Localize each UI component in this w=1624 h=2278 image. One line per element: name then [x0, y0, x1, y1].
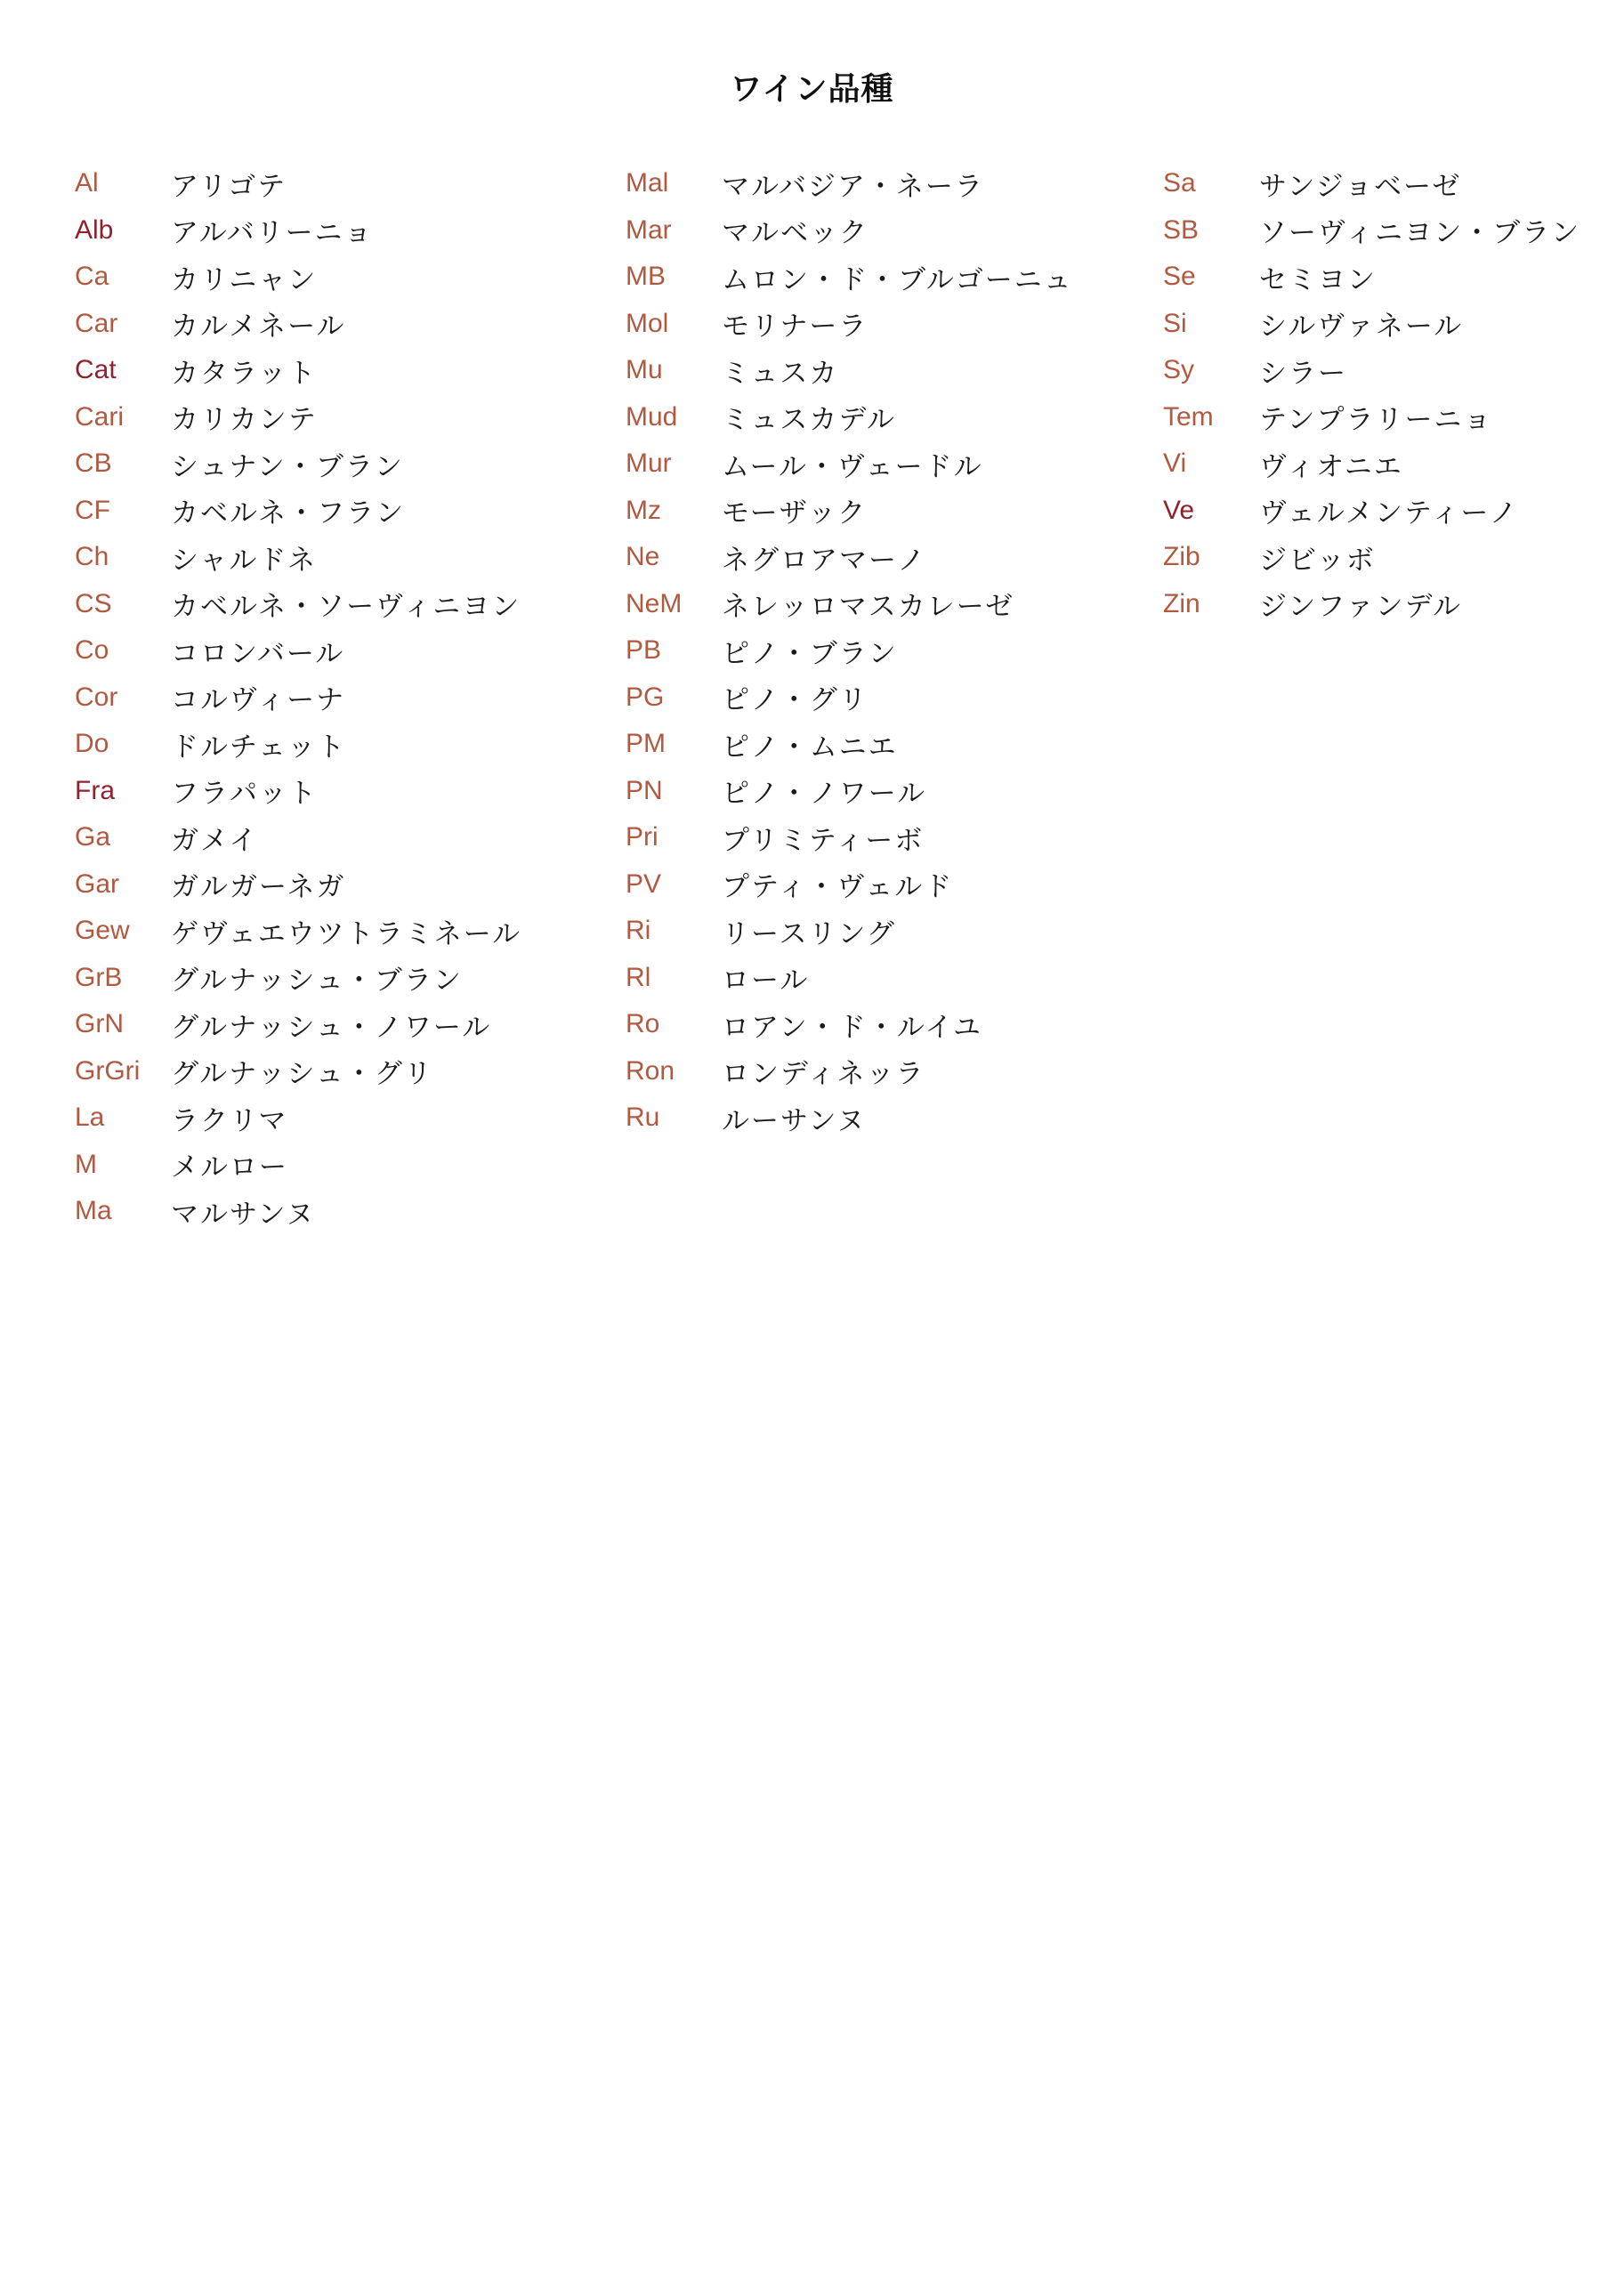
list-item — [75, 955, 521, 1002]
variety-name: カリカンテ — [171, 404, 318, 437]
variety-abbr: Ga — [75, 822, 111, 852]
variety-name: シャルドネ — [171, 544, 318, 577]
variety-abbr: Cor — [75, 682, 118, 712]
variety-name: ロール — [722, 965, 810, 998]
list-item — [626, 440, 1073, 488]
list-item — [75, 768, 521, 815]
variety-abbr: GrGri — [75, 1055, 141, 1086]
variety-name: シュナン・ブラン — [171, 450, 404, 483]
list-item — [626, 861, 1073, 909]
variety-abbr: Rl — [626, 962, 651, 992]
list-item — [626, 207, 1073, 254]
list-item — [626, 908, 1073, 955]
variety-abbr: PB — [626, 635, 662, 666]
variety-name: ジンファンデル — [1259, 591, 1463, 624]
variety-name: アリゴテ — [171, 170, 287, 203]
list-item — [75, 1142, 521, 1189]
variety-name: モーザック — [722, 497, 868, 530]
variety-abbr: Cat — [75, 355, 117, 385]
list-item — [626, 768, 1073, 815]
variety-abbr: Mu — [626, 355, 663, 385]
variety-abbr: Mol — [626, 308, 669, 338]
list-item — [626, 1095, 1073, 1142]
variety-name: コロンバール — [171, 637, 345, 670]
variety-abbr: La — [75, 1103, 105, 1133]
variety-name: カリニャン — [171, 263, 318, 296]
variety-name: ヴィオニエ — [1259, 450, 1403, 483]
list-item — [626, 721, 1073, 768]
variety-abbr: Mur — [626, 448, 672, 479]
variety-abbr: Cari — [75, 401, 125, 432]
variety-name: リースリング — [722, 917, 896, 950]
list-item — [1163, 347, 1580, 394]
variety-name: セミヨン — [1259, 263, 1377, 296]
page-title: ワイン品種 — [730, 70, 894, 108]
variety-abbr: Sy — [1163, 355, 1195, 385]
list-item — [75, 160, 521, 207]
variety-abbr: Ch — [75, 542, 109, 572]
variety-name: アルバリーニョ — [171, 217, 374, 250]
list-item — [75, 675, 521, 722]
list-item — [1163, 394, 1580, 441]
variety-name: マルベック — [722, 217, 869, 250]
variety-abbr: Co — [75, 635, 109, 666]
variety-abbr: PN — [626, 775, 663, 805]
variety-name: ヴェルメンティーノ — [1259, 497, 1519, 530]
variety-column-2 — [626, 160, 1073, 1142]
variety-name: ゲヴェエウツトラミネール — [171, 917, 522, 950]
variety-abbr: Se — [1163, 262, 1196, 292]
list-item — [626, 814, 1073, 861]
variety-name: カタラット — [171, 357, 318, 390]
list-item — [1163, 581, 1580, 628]
variety-abbr: PM — [626, 729, 666, 759]
variety-abbr: Ma — [75, 1196, 112, 1226]
variety-abbr: PG — [626, 682, 665, 712]
list-item — [75, 908, 521, 955]
variety-abbr: Vi — [1163, 448, 1187, 479]
list-item — [1163, 488, 1580, 535]
variety-name: ルーサンヌ — [722, 1104, 867, 1137]
list-item — [626, 347, 1073, 394]
variety-name: ピノ・ブラン — [722, 637, 898, 670]
variety-abbr: CB — [75, 448, 112, 479]
list-item — [75, 207, 521, 254]
variety-column-1 — [75, 160, 521, 1235]
variety-abbr: Fra — [75, 775, 115, 805]
variety-name: プリミティーボ — [722, 824, 925, 857]
list-item — [626, 627, 1073, 675]
variety-abbr: Ron — [626, 1055, 675, 1086]
variety-name: サンジョベーゼ — [1259, 170, 1462, 203]
variety-name: カベルネ・フラン — [171, 497, 406, 530]
variety-name: ピノ・グリ — [722, 684, 869, 717]
variety-abbr: Si — [1163, 308, 1187, 338]
variety-abbr: Alb — [75, 214, 114, 245]
variety-name: ピノ・ノワール — [722, 778, 927, 811]
list-item — [75, 440, 521, 488]
variety-name: ガルガーネガ — [171, 871, 346, 904]
list-item — [75, 301, 521, 348]
variety-abbr: CF — [75, 495, 110, 525]
list-item — [75, 488, 521, 535]
variety-column-3 — [1163, 160, 1580, 627]
variety-name: テンプラリーニョ — [1259, 404, 1493, 437]
variety-abbr: Mar — [626, 214, 672, 245]
list-item — [75, 1048, 521, 1095]
list-item — [75, 1188, 521, 1235]
variety-name: プティ・ヴェルド — [722, 871, 954, 904]
variety-name: モリナーラ — [722, 311, 869, 343]
variety-name: ピノ・ムニエ — [722, 731, 898, 763]
variety-name: グルナッシュ・ノワール — [171, 1011, 492, 1044]
variety-name: ラクリマ — [171, 1104, 288, 1137]
variety-abbr: NeM — [626, 588, 683, 618]
variety-name: マルバジア・ネーラ — [722, 170, 984, 203]
list-item — [75, 814, 521, 861]
list-item — [626, 1001, 1073, 1048]
variety-abbr: M — [75, 1149, 97, 1179]
variety-name: ガメイ — [171, 824, 259, 857]
variety-abbr: Zin — [1163, 588, 1200, 618]
variety-name: ネレッロマスカレーゼ — [722, 591, 1015, 624]
variety-abbr: CS — [75, 588, 112, 618]
list-item — [75, 627, 521, 675]
variety-name: ロアン・ド・ルイユ — [722, 1011, 982, 1044]
list-item — [626, 488, 1073, 535]
list-item — [75, 347, 521, 394]
variety-name: ドルチェット — [171, 731, 347, 763]
variety-abbr: GrB — [75, 962, 123, 992]
variety-abbr: Tem — [1163, 401, 1214, 432]
list-item — [75, 1095, 521, 1142]
variety-abbr: Ve — [1163, 495, 1195, 525]
variety-name: マルサンヌ — [171, 1198, 316, 1231]
list-item — [626, 955, 1073, 1002]
list-item — [626, 394, 1073, 441]
variety-name: ミュスカデル — [722, 404, 896, 437]
list-item — [75, 861, 521, 909]
variety-abbr: Ru — [626, 1103, 660, 1133]
list-item — [626, 160, 1073, 207]
list-item — [75, 394, 521, 441]
list-item — [1163, 534, 1580, 581]
list-item — [1163, 207, 1580, 254]
list-item — [75, 254, 521, 301]
variety-name: フラパット — [171, 778, 318, 811]
list-item — [626, 254, 1073, 301]
list-item — [1163, 440, 1580, 488]
list-item — [1163, 160, 1580, 207]
list-item — [1163, 301, 1580, 348]
variety-abbr: Gar — [75, 868, 120, 899]
variety-name: ロンディネッラ — [722, 1058, 925, 1091]
list-item — [75, 581, 521, 628]
variety-abbr: Ne — [626, 542, 660, 572]
variety-name: カベルネ・ソーヴィニヨン — [171, 591, 521, 624]
variety-name: メルロー — [171, 1151, 288, 1184]
variety-abbr: SB — [1163, 214, 1200, 245]
variety-abbr: PV — [626, 868, 662, 899]
variety-abbr: Ca — [75, 262, 109, 292]
list-item — [75, 1001, 521, 1048]
variety-abbr: MB — [626, 262, 666, 292]
variety-abbr: Gew — [75, 916, 130, 946]
variety-name: ムール・ヴェードル — [722, 450, 983, 483]
list-item — [75, 721, 521, 768]
variety-abbr: Zib — [1163, 542, 1200, 572]
variety-abbr: Sa — [1163, 168, 1196, 198]
variety-abbr: Ro — [626, 1009, 660, 1039]
list-item — [626, 581, 1073, 628]
list-item — [626, 1048, 1073, 1095]
variety-abbr: GrN — [75, 1009, 124, 1039]
variety-abbr: Ri — [626, 916, 651, 946]
variety-abbr: Mal — [626, 168, 669, 198]
list-item — [1163, 254, 1580, 301]
variety-name: グルナッシュ・グリ — [171, 1058, 433, 1091]
variety-name: ジビッボ — [1259, 544, 1376, 577]
variety-name: シラー — [1259, 357, 1347, 390]
list-item — [626, 675, 1073, 722]
variety-name: ネグロアマーノ — [722, 544, 927, 577]
variety-name: ソーヴィニヨン・ブラン — [1259, 217, 1581, 250]
variety-abbr: Car — [75, 308, 118, 338]
variety-name: シルヴァネール — [1259, 311, 1464, 343]
variety-name: ミュスカ — [722, 357, 839, 390]
variety-name: グルナッシュ・ブラン — [171, 965, 463, 998]
variety-abbr: Mud — [626, 401, 678, 432]
list-item — [75, 534, 521, 581]
variety-abbr: Al — [75, 168, 99, 198]
variety-name: ムロン・ド・ブルゴーニュ — [722, 263, 1073, 296]
list-item — [626, 534, 1073, 581]
list-item — [626, 301, 1073, 348]
variety-abbr: Mz — [626, 495, 661, 525]
variety-name: カルメネール — [171, 311, 346, 343]
variety-abbr: Pri — [626, 822, 658, 852]
variety-abbr: Do — [75, 729, 109, 759]
variety-name: コルヴィーナ — [171, 684, 346, 717]
